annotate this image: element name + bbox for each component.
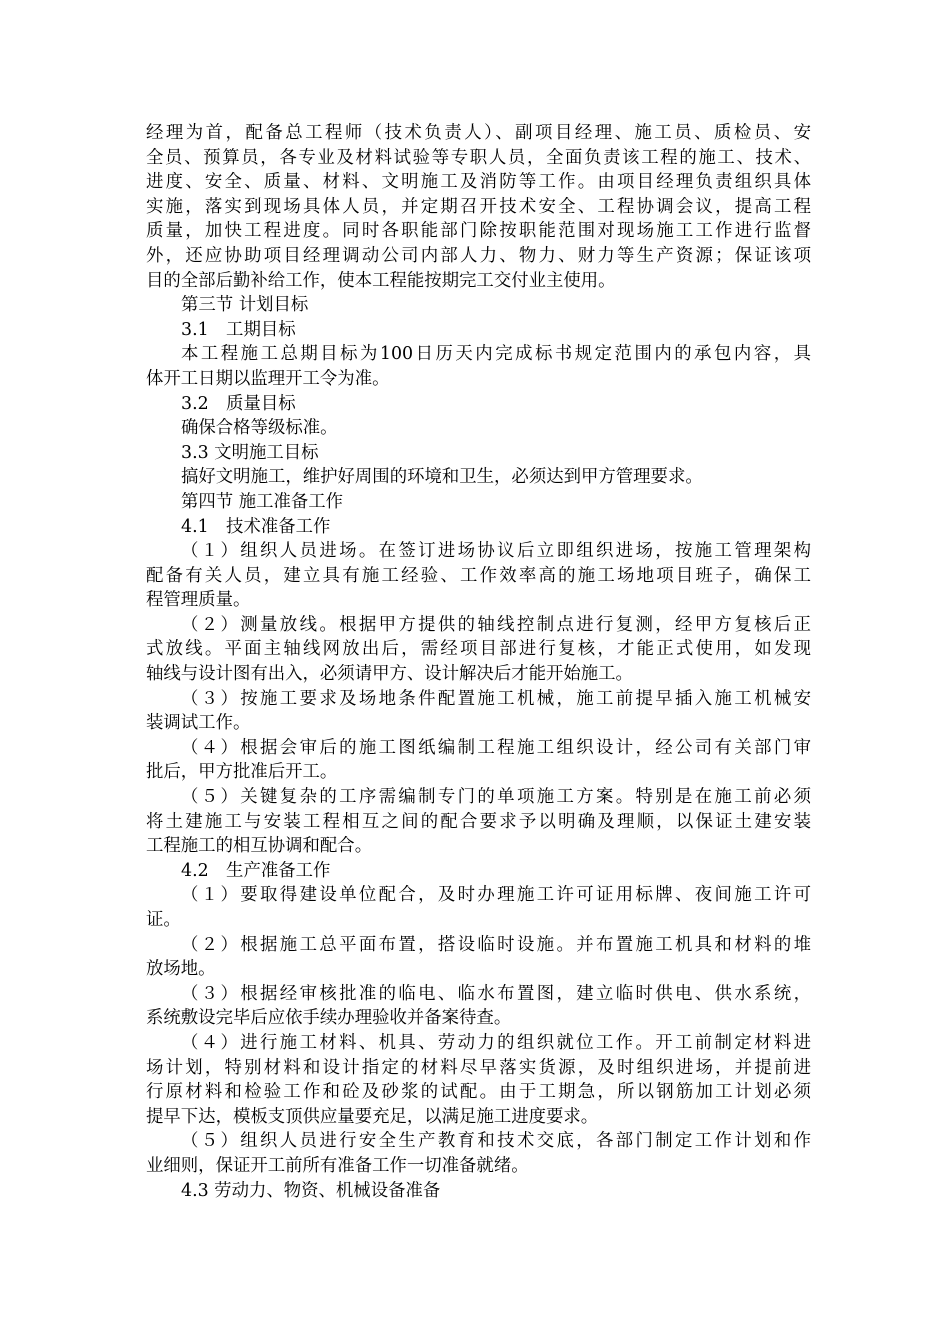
text-line: 配备有关人员，建立具有施工经验、工作效率高的施工场地项目班子，确保工 xyxy=(146,565,811,586)
text-line: 本工程施工总期目标为100日历天内完成标书规定范围内的承包内容，具 xyxy=(181,344,811,365)
text-line: 4.2 生产准备工作 xyxy=(181,860,331,881)
text-line: 第三节 计划目标 xyxy=(181,295,309,316)
text-line: 式放线。平面主轴线网放出后，需经项目部进行复核，才能正式使用，如发现 xyxy=(146,639,811,660)
text-line: （５）关键复杂的工序需编制专门的单项施工方案。特别是在施工前必须 xyxy=(181,787,811,808)
text-line: （５）组织人员进行安全生产教育和技术交底，各部门制定工作计划和作 xyxy=(181,1131,811,1152)
text-line: 场计划，特别材料和设计指定的材料尽早落实货源，及时组织进场，并提前进 xyxy=(146,1057,811,1078)
text-line: （２）根据施工总平面布置，搭设临时设施。并布置施工机具和材料的堆 xyxy=(181,934,811,955)
text-line: （３）按施工要求及场地条件配置施工机械，施工前提早插入施工机械安 xyxy=(181,688,811,709)
text-line: （１）组织人员进场。在签订进场协议后立即组织进场，按施工管理架构 xyxy=(181,541,811,562)
text-line: 质量，加快工程进度。同时各职能部门除按职能范围对现场施工工作进行监督 xyxy=(146,221,811,242)
text-line: 业细则，保证开工前所有准备工作一切准备就绪。 xyxy=(146,1155,529,1176)
text-line: 4.1 技术准备工作 xyxy=(181,516,331,537)
text-line: 体开工日期以监理开工令为准。 xyxy=(146,368,390,389)
text-line: （３）根据经审核批准的临电、临水布置图，建立临时供电、供水系统， xyxy=(181,983,811,1004)
text-line: 证。 xyxy=(146,910,181,930)
text-line: 外，还应协助项目经理调动公司内部人力、物力、财力等生产资源；保证该项 xyxy=(146,245,811,266)
text-line: 实施，落实到现场具体人员，并定期召开技术安全、工程协调会议，提高工程 xyxy=(146,196,811,217)
text-line: 轴线与设计图有出入，必须请甲方、设计解决后才能开始施工。 xyxy=(146,664,633,685)
text-line: 系统敷设完毕后应依手续办理验收并备案待查。 xyxy=(146,1008,512,1029)
text-line: 第四节 施工准备工作 xyxy=(181,491,344,512)
text-line: 行原材料和检验工作和砼及砂浆的试配。由于工期急，所以钢筋加工计划必须 xyxy=(146,1082,811,1103)
text-line: 经理为首，配备总工程师（技术负责人）、副项目经理、施工员、质检员、安 xyxy=(146,123,811,143)
text-line: 将土建施工与安装工程相互之间的配合要求予以明确及理顺，以保证土建安装 xyxy=(146,811,811,832)
text-line: 3.2 质量目标 xyxy=(181,393,296,414)
text-line: 装调试工作。 xyxy=(146,713,251,734)
text-line: 目的全部后勤补给工作，使本工程能按期完工交付业主使用。 xyxy=(146,270,616,291)
text-line: 3.3 文明施工目标 xyxy=(181,442,319,463)
text-line: 提早下达，模板支顶供应量要充足，以满足施工进度要求。 xyxy=(146,1106,599,1127)
document-page xyxy=(146,121,811,1203)
text-line: 工程施工的相互协调和配合。 xyxy=(146,836,373,857)
text-line: 4.3 劳动力、物资、机械设备准备 xyxy=(181,1180,441,1201)
text-line: （２）测量放线。根据甲方提供的轴线控制点进行复测，经甲方复核后正 xyxy=(181,614,811,635)
text-line: 确保合格等级标准。 xyxy=(181,418,338,439)
text-line: （４）进行施工材料、机具、劳动力的组织就位工作。开工前制定材料进 xyxy=(181,1032,811,1053)
text-line: 进度、安全、质量、材料、文明施工及消防等工作。由项目经理负责组织具体 xyxy=(146,172,811,193)
text-line: 批后，甲方批准后开工。 xyxy=(146,762,338,783)
text-line: 3.1 工期目标 xyxy=(181,319,296,340)
text-line: 程管理质量。 xyxy=(146,590,251,611)
text-line: （１）要取得建设单位配合，及时办理施工许可证用标牌、夜间施工许可 xyxy=(181,885,811,906)
text-line: 全员、预算员，各专业及材料试验等专职人员，全面负责该工程的施工、技术、 xyxy=(146,147,811,168)
text-line: 搞好文明施工，维护好周围的环境和卫生，必须达到甲方管理要求。 xyxy=(181,467,703,488)
text-line: 放场地。 xyxy=(146,959,216,980)
text-line: （４）根据会审后的施工图纸编制工程施工组织设计，经公司有关部门审 xyxy=(181,737,811,758)
